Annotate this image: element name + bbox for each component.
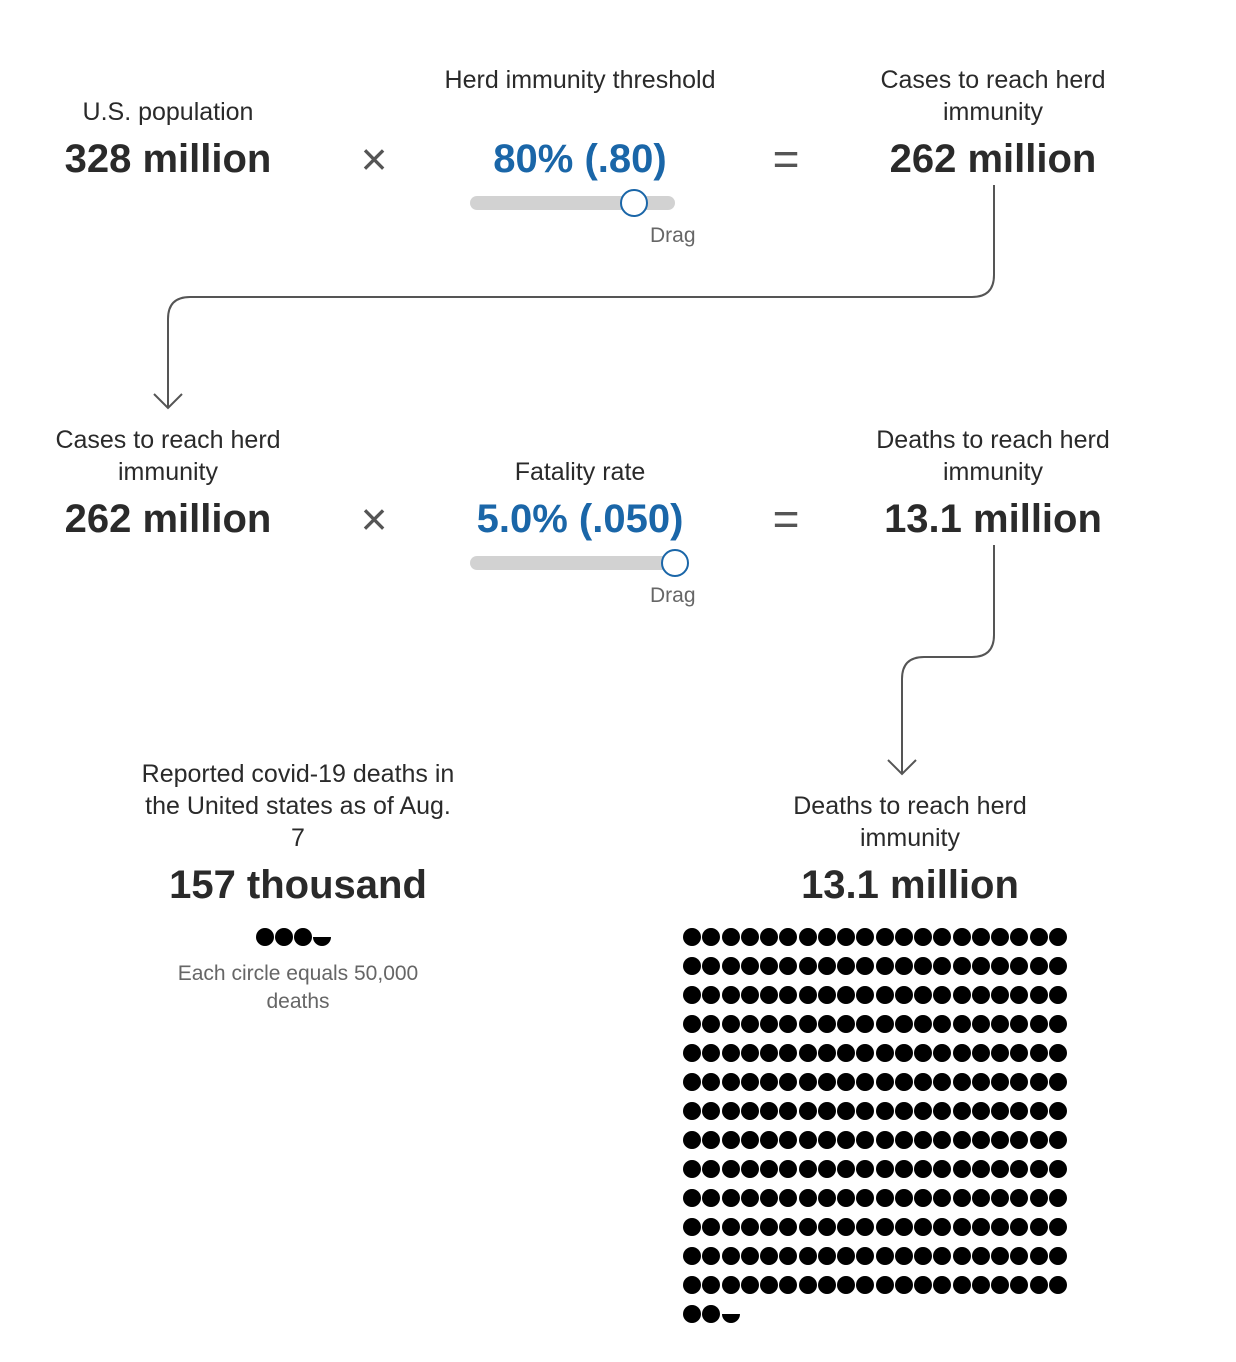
death-circle [914, 1044, 932, 1062]
death-circle [933, 986, 951, 1004]
death-circle [953, 1189, 971, 1207]
death-circle [1049, 1015, 1067, 1033]
death-circle [953, 928, 971, 946]
death-circle [991, 1247, 1009, 1265]
death-circle [1049, 928, 1067, 946]
death-circle [837, 1102, 855, 1120]
death-circle [895, 1073, 913, 1091]
death-circle [991, 1131, 1009, 1149]
death-circle [1049, 1218, 1067, 1236]
death-circle [683, 1102, 701, 1120]
death-circle [914, 1218, 932, 1236]
death-circle [760, 1073, 778, 1091]
death-circle [1010, 928, 1028, 946]
reported-deaths-circles [256, 928, 331, 946]
death-circle [933, 1160, 951, 1178]
death-circle [991, 957, 1009, 975]
death-circle [895, 1015, 913, 1033]
death-circle [856, 1189, 874, 1207]
death-circle [683, 1015, 701, 1033]
death-circle [1030, 1218, 1048, 1236]
death-circle [1030, 1131, 1048, 1149]
death-circle [741, 1073, 759, 1091]
death-circle [779, 986, 797, 1004]
fatality-label: Fatality rate [514, 458, 646, 486]
cases-label: Cases to reach herd immunity [880, 66, 1106, 126]
death-circle [722, 1247, 740, 1265]
death-circle [856, 1247, 874, 1265]
reported-deaths-value: 157 thousand [169, 863, 427, 907]
death-circle [683, 1073, 701, 1091]
death-circle [876, 1189, 894, 1207]
death-circle [1010, 1160, 1028, 1178]
death-circle [760, 1131, 778, 1149]
projected-deaths-value: 13.1 million [801, 863, 1019, 907]
death-circle [1010, 986, 1028, 1004]
death-circle [779, 928, 797, 946]
death-circle [760, 1015, 778, 1033]
death-circle [876, 928, 894, 946]
death-circle [914, 986, 932, 1004]
death-circle [741, 1102, 759, 1120]
death-circle [683, 1160, 701, 1178]
death-circle [760, 986, 778, 1004]
death-circle [294, 928, 312, 946]
death-circle [991, 928, 1009, 946]
death-circle [1010, 1131, 1028, 1149]
death-circle-partial [722, 1314, 740, 1323]
death-circle [799, 1015, 817, 1033]
death-circle [799, 1247, 817, 1265]
death-circle [702, 928, 720, 946]
death-circle [702, 1073, 720, 1091]
arrow-deaths-to-circles [902, 545, 994, 773]
death-circle [953, 1247, 971, 1265]
fatality-value: 5.0% (.050) [476, 497, 684, 541]
death-circle [972, 1015, 990, 1033]
death-circle [799, 1073, 817, 1091]
death-circle [741, 1160, 759, 1178]
death-circle [856, 928, 874, 946]
death-circle [972, 1276, 990, 1294]
death-circle [818, 1015, 836, 1033]
death-circle [818, 1073, 836, 1091]
death-circle [779, 1015, 797, 1033]
death-circle [972, 1160, 990, 1178]
death-circle [1049, 1044, 1067, 1062]
death-circle [953, 1073, 971, 1091]
death-circle [953, 986, 971, 1004]
death-circle [741, 1247, 759, 1265]
death-circle [991, 1015, 1009, 1033]
death-circle [953, 1015, 971, 1033]
death-circle [741, 1218, 759, 1236]
death-circle [856, 1102, 874, 1120]
death-circle [1049, 1102, 1067, 1120]
death-circle [914, 1276, 932, 1294]
death-circle [1030, 986, 1048, 1004]
death-circle [972, 1131, 990, 1149]
death-circle [953, 1218, 971, 1236]
death-circle [953, 1276, 971, 1294]
death-circle [1049, 1131, 1067, 1149]
cases-value: 262 million [889, 137, 1097, 181]
death-circle [991, 1044, 1009, 1062]
death-circle [1030, 1073, 1048, 1091]
death-circle [683, 957, 701, 975]
death-circle [779, 957, 797, 975]
death-circle [741, 957, 759, 975]
death-circle [779, 1247, 797, 1265]
death-circle [722, 1015, 740, 1033]
death-circle [895, 1131, 913, 1149]
death-circle [1030, 1102, 1048, 1120]
death-circle [914, 928, 932, 946]
death-circle [702, 1305, 720, 1323]
times-icon-2: × [360, 493, 388, 545]
death-circle [1049, 1189, 1067, 1207]
death-circle [683, 1276, 701, 1294]
death-circle [856, 1218, 874, 1236]
death-circle [1030, 1044, 1048, 1062]
death-circle [818, 1102, 836, 1120]
death-circle [702, 957, 720, 975]
death-circle [722, 1189, 740, 1207]
threshold-label: Herd immunity threshold [444, 66, 716, 94]
death-circle [972, 1218, 990, 1236]
death-circle [856, 1131, 874, 1149]
death-circle [1010, 1015, 1028, 1033]
death-circle [818, 1247, 836, 1265]
death-circle [741, 1276, 759, 1294]
death-circle [1010, 957, 1028, 975]
death-circle [1049, 1160, 1067, 1178]
death-circle [914, 1189, 932, 1207]
reported-deaths-label: Reported covid-19 deaths in the United states as of Aug. 7 [141, 760, 455, 852]
death-circle [972, 1073, 990, 1091]
death-circle [799, 957, 817, 975]
death-circle [876, 1044, 894, 1062]
death-circle [818, 957, 836, 975]
death-circle [741, 1189, 759, 1207]
death-circle [799, 1276, 817, 1294]
death-circle [1010, 1276, 1028, 1294]
death-circle [702, 986, 720, 1004]
projected-deaths-label: Deaths to reach herd immunity [793, 792, 1027, 852]
death-circle [953, 1131, 971, 1149]
death-circle [991, 1189, 1009, 1207]
death-circle [895, 1247, 913, 1265]
equals-icon-2: = [772, 493, 800, 545]
death-circle [856, 1044, 874, 1062]
death-circle [722, 1218, 740, 1236]
cases-value-2: 262 million [64, 497, 272, 541]
death-circle [779, 1073, 797, 1091]
death-circle [818, 986, 836, 1004]
death-circle [972, 1044, 990, 1062]
death-circle [702, 1218, 720, 1236]
death-circle [799, 1131, 817, 1149]
threshold-value: 80% (.80) [493, 137, 667, 181]
death-circle [799, 986, 817, 1004]
death-circle [933, 1189, 951, 1207]
death-circle [741, 928, 759, 946]
death-circle [856, 986, 874, 1004]
death-circle [702, 1131, 720, 1149]
death-circle [876, 1218, 894, 1236]
death-circle [1010, 1044, 1028, 1062]
death-circle [722, 1276, 740, 1294]
death-circle [991, 1218, 1009, 1236]
death-circle [895, 1189, 913, 1207]
death-circle [741, 1015, 759, 1033]
population-value: 328 million [64, 137, 272, 181]
population-label: U.S. population [82, 98, 254, 126]
death-circle [818, 1044, 836, 1062]
death-circle [799, 928, 817, 946]
death-circle [837, 928, 855, 946]
death-circle [914, 1073, 932, 1091]
fatality-drag-hint: Drag [650, 584, 696, 607]
circle-legend: Each circle equals 50,000 deaths [177, 962, 419, 1013]
death-circle [779, 1131, 797, 1149]
death-circle [914, 1131, 932, 1149]
death-circle-partial [313, 937, 331, 946]
death-circle [876, 1276, 894, 1294]
death-circle [1010, 1073, 1028, 1091]
death-circle [818, 1160, 836, 1178]
death-circle [779, 1044, 797, 1062]
deaths-label: Deaths to reach herd immunity [876, 426, 1110, 486]
death-circle [1049, 1276, 1067, 1294]
death-circle [722, 928, 740, 946]
death-circle [837, 1276, 855, 1294]
death-circle [760, 928, 778, 946]
death-circle [953, 957, 971, 975]
death-circle [895, 928, 913, 946]
death-circle [702, 1102, 720, 1120]
death-circle [856, 1160, 874, 1178]
death-circle [1049, 957, 1067, 975]
death-circle [914, 1247, 932, 1265]
death-circle [799, 1044, 817, 1062]
death-circle [914, 1102, 932, 1120]
death-circle [760, 1247, 778, 1265]
death-circle [702, 1015, 720, 1033]
death-circle [933, 1102, 951, 1120]
death-circle [1030, 1247, 1048, 1265]
death-circle [914, 1015, 932, 1033]
death-circle [683, 1044, 701, 1062]
death-circle [1010, 1102, 1028, 1120]
death-circle [837, 1044, 855, 1062]
death-circle [856, 1015, 874, 1033]
death-circle [953, 1102, 971, 1120]
death-circle [953, 1160, 971, 1178]
death-circle [779, 1276, 797, 1294]
death-circle [856, 1276, 874, 1294]
death-circle [760, 1276, 778, 1294]
death-circle [818, 928, 836, 946]
death-circle [683, 1305, 701, 1323]
death-circle [895, 1276, 913, 1294]
death-circle [991, 986, 1009, 1004]
death-circle [837, 1160, 855, 1178]
death-circle [876, 1247, 894, 1265]
death-circle [683, 1247, 701, 1265]
death-circle [702, 1189, 720, 1207]
fatality-slider[interactable] [470, 547, 690, 579]
fatality-slider-handle[interactable] [661, 549, 689, 577]
death-circle [856, 1073, 874, 1091]
death-circle [1030, 1015, 1048, 1033]
death-circle [1030, 957, 1048, 975]
death-circle [837, 1189, 855, 1207]
death-circle [1030, 1189, 1048, 1207]
death-circle [683, 986, 701, 1004]
death-circle [895, 1044, 913, 1062]
threshold-drag-hint: Drag [650, 224, 696, 247]
death-circle [818, 1131, 836, 1149]
death-circle [722, 1044, 740, 1062]
death-circle [722, 1131, 740, 1149]
death-circle [722, 1160, 740, 1178]
cases-label-2: Cases to reach herd immunity [55, 426, 281, 486]
death-circle [702, 1276, 720, 1294]
death-circle [741, 1131, 759, 1149]
death-circle [779, 1189, 797, 1207]
death-circle [702, 1247, 720, 1265]
death-circle [856, 957, 874, 975]
death-circle [895, 957, 913, 975]
death-circle [895, 1218, 913, 1236]
threshold-slider[interactable] [470, 187, 690, 219]
death-circle [933, 1218, 951, 1236]
death-circle [760, 957, 778, 975]
death-circle [779, 1102, 797, 1120]
death-circle [722, 1102, 740, 1120]
death-circle [837, 1131, 855, 1149]
death-circle [837, 1015, 855, 1033]
death-circle [895, 1102, 913, 1120]
death-circle [837, 957, 855, 975]
death-circle [991, 1073, 1009, 1091]
times-icon: × [360, 133, 388, 185]
death-circle [1030, 1276, 1048, 1294]
death-circle [818, 1276, 836, 1294]
death-circle [256, 928, 274, 946]
death-circle [972, 928, 990, 946]
death-circle [933, 957, 951, 975]
death-circle [991, 1276, 1009, 1294]
death-circle [760, 1160, 778, 1178]
death-circle [914, 957, 932, 975]
death-circle [799, 1160, 817, 1178]
death-circle [1030, 928, 1048, 946]
death-circle [876, 1015, 894, 1033]
death-circle [972, 986, 990, 1004]
death-circle [837, 986, 855, 1004]
death-circle [876, 1131, 894, 1149]
death-circle [722, 1073, 740, 1091]
death-circle [702, 1160, 720, 1178]
death-circle [722, 986, 740, 1004]
death-circle [741, 1044, 759, 1062]
death-circle [837, 1073, 855, 1091]
death-circle [760, 1044, 778, 1062]
death-circle [895, 986, 913, 1004]
deaths-value: 13.1 million [884, 497, 1102, 541]
death-circle [779, 1160, 797, 1178]
death-circle [1049, 1073, 1067, 1091]
death-circle [702, 1044, 720, 1062]
death-circle [876, 986, 894, 1004]
death-circle [895, 1160, 913, 1178]
death-circle [953, 1044, 971, 1062]
death-circle [991, 1102, 1009, 1120]
death-circle [876, 1102, 894, 1120]
death-circle [837, 1247, 855, 1265]
projected-deaths-circles [683, 922, 1068, 1328]
death-circle [683, 1131, 701, 1149]
death-circle [1030, 1160, 1048, 1178]
death-circle [972, 1247, 990, 1265]
death-circle [741, 986, 759, 1004]
death-circle [818, 1218, 836, 1236]
death-circle [876, 1073, 894, 1091]
death-circle [799, 1189, 817, 1207]
death-circle [1010, 1218, 1028, 1236]
death-circle [933, 928, 951, 946]
death-circle [779, 1218, 797, 1236]
death-circle [818, 1189, 836, 1207]
death-circle [933, 1131, 951, 1149]
death-circle [799, 1102, 817, 1120]
death-circle [1010, 1247, 1028, 1265]
death-circle [722, 957, 740, 975]
death-circle [933, 1073, 951, 1091]
death-circle [683, 928, 701, 946]
equals-icon: = [772, 133, 800, 185]
death-circle [914, 1160, 932, 1178]
death-circle [991, 1160, 1009, 1178]
death-circle [876, 1160, 894, 1178]
death-circle [799, 1218, 817, 1236]
death-circle [760, 1189, 778, 1207]
death-circle [1010, 1189, 1028, 1207]
death-circle [837, 1218, 855, 1236]
death-circle [972, 957, 990, 975]
death-circle [275, 928, 293, 946]
death-circle [933, 1044, 951, 1062]
death-circle [683, 1189, 701, 1207]
death-circle [933, 1247, 951, 1265]
death-circle [876, 957, 894, 975]
death-circle [972, 1189, 990, 1207]
death-circle [933, 1276, 951, 1294]
fatality-slider-track[interactable] [470, 556, 675, 570]
death-circle [1049, 1247, 1067, 1265]
death-circle [1049, 986, 1067, 1004]
threshold-slider-handle[interactable] [620, 189, 648, 217]
death-circle [760, 1218, 778, 1236]
death-circle [933, 1015, 951, 1033]
death-circle [972, 1102, 990, 1120]
death-circle [683, 1218, 701, 1236]
death-circle [760, 1102, 778, 1120]
